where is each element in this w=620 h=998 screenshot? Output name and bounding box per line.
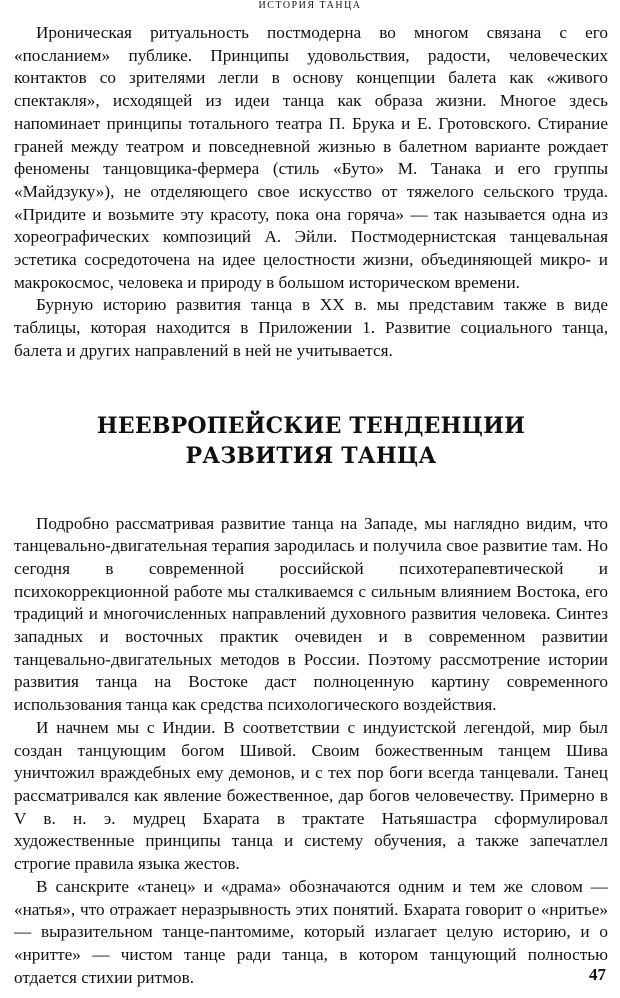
body-text — [14, 22, 608, 989]
paragraph: И начнем мы с Индии. В соответствии с индуистской легендой, мир был создан танцующим богом Шивой. Своим божественным танцем Шива уничтожил враждебных ему демонов, и с тех пор боги всегда танцевали. Танец рассматривался как явление божественное, дар богов человечеству. Примерно в V в. н. э. мудрец Бхарата в трактате Натьяшастра сформулировал художественные принципы танца и систему обучения, а также запечатлел строгие правила языка жестов. — [14, 717, 608, 874]
section-heading-line: НЕЕВРОПЕЙСКИЕ ТЕНДЕНЦИИ — [96, 412, 526, 439]
paragraph: Подробно рассматривая развитие танца на Западе, мы наглядно видим, что танцевально-двигательная терапия зародилась и получила свое развитие там. Но сегодня в современной российской психотерапевтической и психокоррекционной работе мы сталкиваемся с сильным влиянием Востока, его традиций и многочисленных направлений духовного развития человека. Синтез западных и восточных практик очевиден и в современном развитии танцевально-двигательных методов в России. Поэтому рассмотрение истории развития танца на Востоке даст полноценную картину современного использования танца как средства психологического воздействия. — [14, 513, 608, 715]
paragraph: Ироническая ритуальность постмодерна во многом связана с его «посланием» публике. Принципы удовольствия, радости, человеческих контактов со зрителями легли в основу концепции балета как «живого спектакля», исходящей из идеи танца как образа жизни. Многое здесь напоминает принципы тотального театра П. Брука и Е. Гротовского. Стирание граней между театром и повседневной жизнью в балетном варианте рождает феномены танцовщика-фермера (стиль «Буто» М. Танака и его группы «Майдзуку»), не отделяющего свое искусство от тяжелого сельского труда. «Придите и возьмите эту красоту, пока она горяча» — так называется одна из хореографических композиций А. Эйли. Постмодернистская танцевальная эстетика сосредоточена на идее целостности жизни, объединяющей микро- и макрокосмос, человека и природу в большом историческом времени. — [14, 23, 608, 292]
section-heading — [14, 411, 608, 471]
paragraph: Бурную историю развития танца в XX в. мы представим также в виде таблицы, которая находится в Приложении 1. Развитие социального танца, балета и других направлений в ней не учитывается. — [14, 295, 608, 360]
page-number: 47 — [589, 965, 606, 984]
running-head: ИСТОРИЯ ТАНЦА — [258, 0, 362, 11]
section-heading-line: РАЗВИТИЯ ТАНЦА — [185, 442, 437, 469]
paragraph: В санскрите «танец» и «драма» обозначаются одним и тем же словом — «натья», что отражает неразрывность этих понятий. Бхарата говорит о «нритье» — выразительном танце-пантомиме, который излагает целую историю, и о «нритте» — чистом танце ради танца, в котором танцующий полностью отдается стихии ритмов. — [14, 876, 608, 987]
